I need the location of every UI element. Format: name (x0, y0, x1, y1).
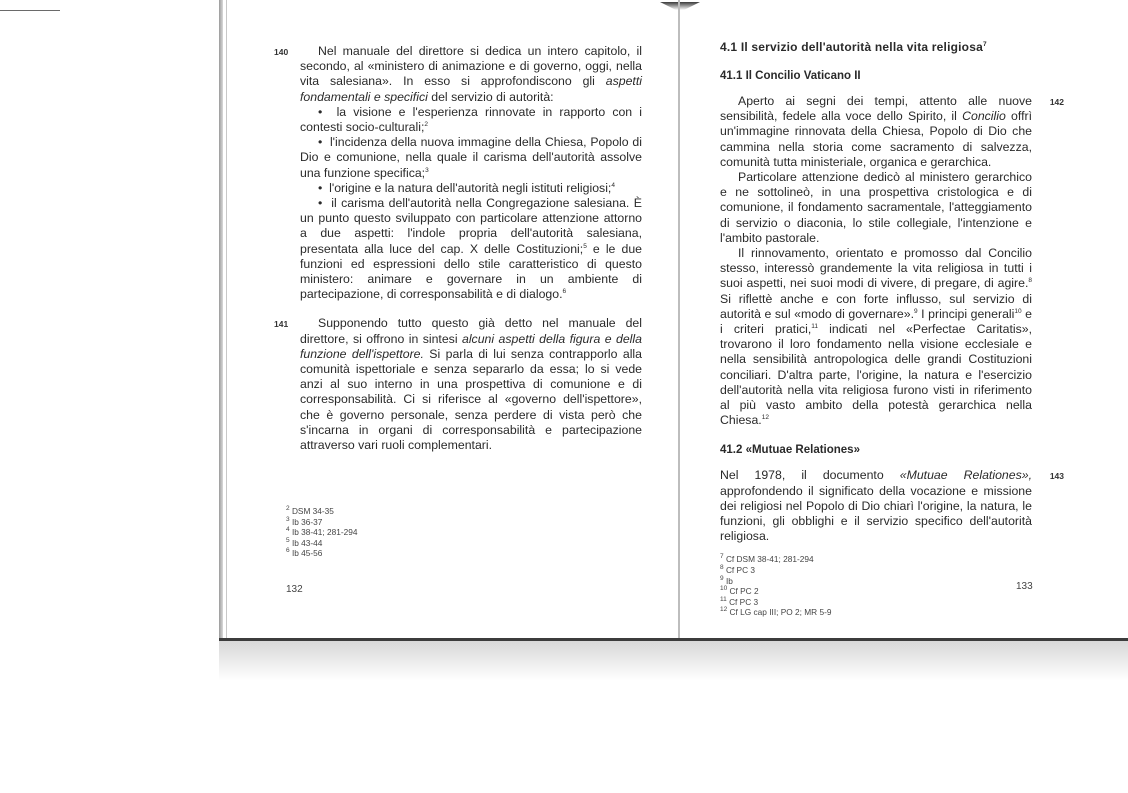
left-page (274, 44, 642, 559)
page-bottom-shadow (219, 641, 1128, 681)
footnote: $^5$ Ib 43-44 (286, 537, 323, 548)
page-binding-shadow (219, 0, 223, 640)
footnote: $^{12}$ Cf LG cap III; PO 2; MR 5-9 (720, 606, 832, 618)
right-page (720, 40, 1064, 618)
paragraph-143 (720, 468, 1064, 544)
footnote: $^7$ Cf DSM 38-41; 281-294 (720, 553, 814, 565)
margin-number: 140 (274, 47, 289, 57)
paragraph-text: Il rinnovamento, orientato e promosso dal Concilio stesso, interessò grandemente la vita religiosa in tutti i suoi aspetti, nei suoi modi di vivere, di pregare, di agire.$^8$ Si riflettè anche e con forte influsso, sul servizio di autorità e sul «modo di governare».$^9$ I principi generali$^{10}$ e i criteri pratici,$^{11}$ indicati nel «Perfectae Caritatis», trovarono il loro fondamento nella visione ecclesiale e nella sensibilità antropologica delle grandi Costituzioni conciliari. D'altra parte, l'origine, la natura e l'esercizio dell'autorità nella vita religiosa furono visti in riferimento al più vasto ambito della potestà gerarchica nella Chiesa.$^{12}$ (720, 246, 1032, 428)
footnote: $^6$ Ib 45-56 (286, 547, 323, 559)
footnote: $^3$ Ib 36-37 (286, 515, 323, 527)
subsection-heading: 41.2 «Mutuae Relationes» (720, 444, 860, 457)
footnote: $^2$ DSM 34-35 (286, 505, 334, 516)
footnotes (720, 554, 1032, 618)
paragraph-text: Nel manuale del direttore si dedica un intero capitolo, il secondo, al «ministero di animazione e di governo, oggi, nella vita salesiana». In esso si approfondiscono gli aspetti fondamentali e specifici del servizio di autorità: (300, 44, 642, 104)
bullet-item: • il carisma dell'autorità nella Congregazione salesiana. È un punto questo sviluppato con particolare attenzione attorno a due aspetti: l'indole propria dell'autorità salesiana, presentata alla luce del cap. X delle Costituzioni;$^5$ e le due funzioni ed espressioni dello stile caratteristico di questo ministero: animare e governare in un ambiente di partecipazione, di corresponsabilità e di dialogo.$^6$ (300, 196, 642, 302)
footnote: $^{10}$ Cf PC 2 (720, 585, 759, 597)
paragraph-text: Aperto ai segni dei tempi, attento alle nuove sensibilità, fedele alla voce dello Spirito, il Concilio offrì un'immagine rinnovata della Chiesa, Popolo di Dio che cammina nella storia come sacramento di salvezza, comunità tutta ministeriale, organica e gerarchica. (720, 94, 1032, 169)
margin-number: 142 (1049, 97, 1064, 107)
margin-number: 141 (274, 319, 289, 330)
paragraph-text: Nel 1978, il documento «Mutuae Relationes», approfondendo il significato della vocazione e missione dei religiosi nel Popolo di Dio chiarì l'origine, la natura, le funzioni, gli obblighi e il servizio specifico dell'autorità religiosa. (720, 468, 1032, 544)
subsection-heading: 41.1 Il Concilio Vaticano II (720, 70, 861, 82)
bullet-item: • l'origine e la natura dell'autorità negli istituti religiosi;$^4$ (318, 180, 615, 195)
page-binding-line (226, 0, 227, 640)
footnote: $^{11}$ Cf PC 3 (720, 596, 759, 607)
scan-edge-line (0, 10, 60, 11)
margin-number: 143 (1049, 471, 1064, 482)
paragraph-text: Particolare attenzione dedicò al ministero gerarchico e ne sottolineò, in una prospettiva cristologica e di comunione, il fondamento sacramentale, l'atteggiamento di servizio o diaconia, lo stile collegiale, l'intenzione e l'ambito pastorale. (720, 170, 1032, 245)
bullet-item: • l'incidenza della nuova immagine della Chiesa, Popolo di Dio e comunione, nella quale il carisma dell'autorità assolve una funzione specifica;$^3$ (300, 135, 642, 180)
footnote: $^9$ Ib (720, 574, 733, 586)
paragraph-140 (274, 44, 642, 302)
section-heading: 4.1 Il servizio dell'autorità nella vita religiosa$^7$ (720, 40, 987, 54)
page-number-right: 133 (1016, 581, 1033, 592)
footnote: $^8$ Cf PC 3 (720, 564, 755, 576)
paragraph-text: Supponendo tutto questo già detto nel manuale del direttore, si offrono in sintesi alcuni aspetti della figura e della funzione dell'ispettore. Si parla di lui senza contrapporlo alla comunità ispettoriale e senza separarlo da essa; lo si vede anzi al suo interno in una prospettiva di comunione e di corresponsabilità. Ci si riferisce al «governo dell'ispettore», che è governo personale, senza perdere di vista però che s'incarna in organi di corresponsabilità e partecipazione attraverso vari ruoli complementari. (300, 316, 642, 453)
bullet-item: • la visione e l'esperienza rinnovate in rapporto con i contesti socio-culturali;$^2$ (300, 104, 642, 135)
book-spine (678, 0, 680, 640)
spine-notch (660, 2, 700, 10)
footnote: $^4$ Ib 38-41; 281-294 (286, 526, 358, 538)
paragraph-141 (274, 316, 642, 453)
paragraph-142 (720, 94, 1064, 428)
footnotes (286, 506, 357, 559)
page-number-left: 132 (286, 584, 303, 595)
